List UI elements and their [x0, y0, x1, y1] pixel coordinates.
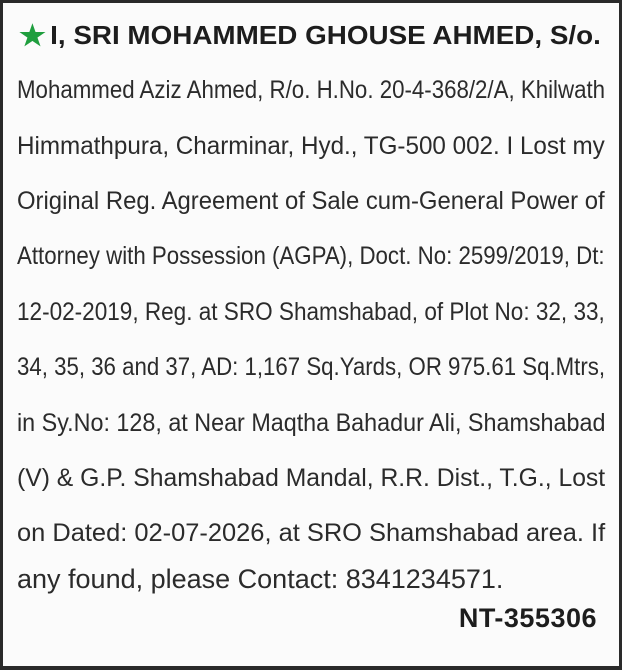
- notice-line-3: Himmathpura, Charminar, Hyd., TG-500 002. I Lost my: [17, 132, 605, 160]
- star-icon: ★: [19, 20, 46, 51]
- notice-reference-number: NT-355306: [458, 603, 597, 633]
- notice-line-7: 34, 35, 36 and 37, AD: 1,167 Sq.Yards, OR 975.61 Sq.Mtrs,: [17, 353, 606, 381]
- notice-line-6: 12-02-2019, Reg. at SRO Shamshabad, of Plot No: 32, 33,: [17, 298, 605, 326]
- notice-line-8: in Sy.No: 128, at Near Maqtha Bahadur Ali, Shamshabad: [17, 409, 606, 437]
- notice-heading-text: I, SRI MOHAMMED GHOUSE AHMED, S/o.: [50, 20, 601, 50]
- notice-line-1: [19, 21, 601, 49]
- notice-line-4: Original Reg. Agreement of Sale cum-General Power of: [17, 187, 605, 215]
- notice-line-9: (V) & G.P. Shamshabad Mandal, R.R. Dist., T.G., Lost: [17, 464, 606, 492]
- notice-line-5: Attorney with Possession (AGPA), Doct. No: 2599/2019, Dt:: [17, 242, 605, 270]
- notice-line-10: on Dated: 02-07-2026, at SRO Shamshabad area. If: [17, 519, 606, 547]
- notice-line-11: any found, please Contact: 8341234571.: [17, 564, 504, 594]
- notice-line-2: Mohammed Aziz Ahmed, R/o. H.No. 20-4-368/2/A, Khilwath: [17, 76, 606, 104]
